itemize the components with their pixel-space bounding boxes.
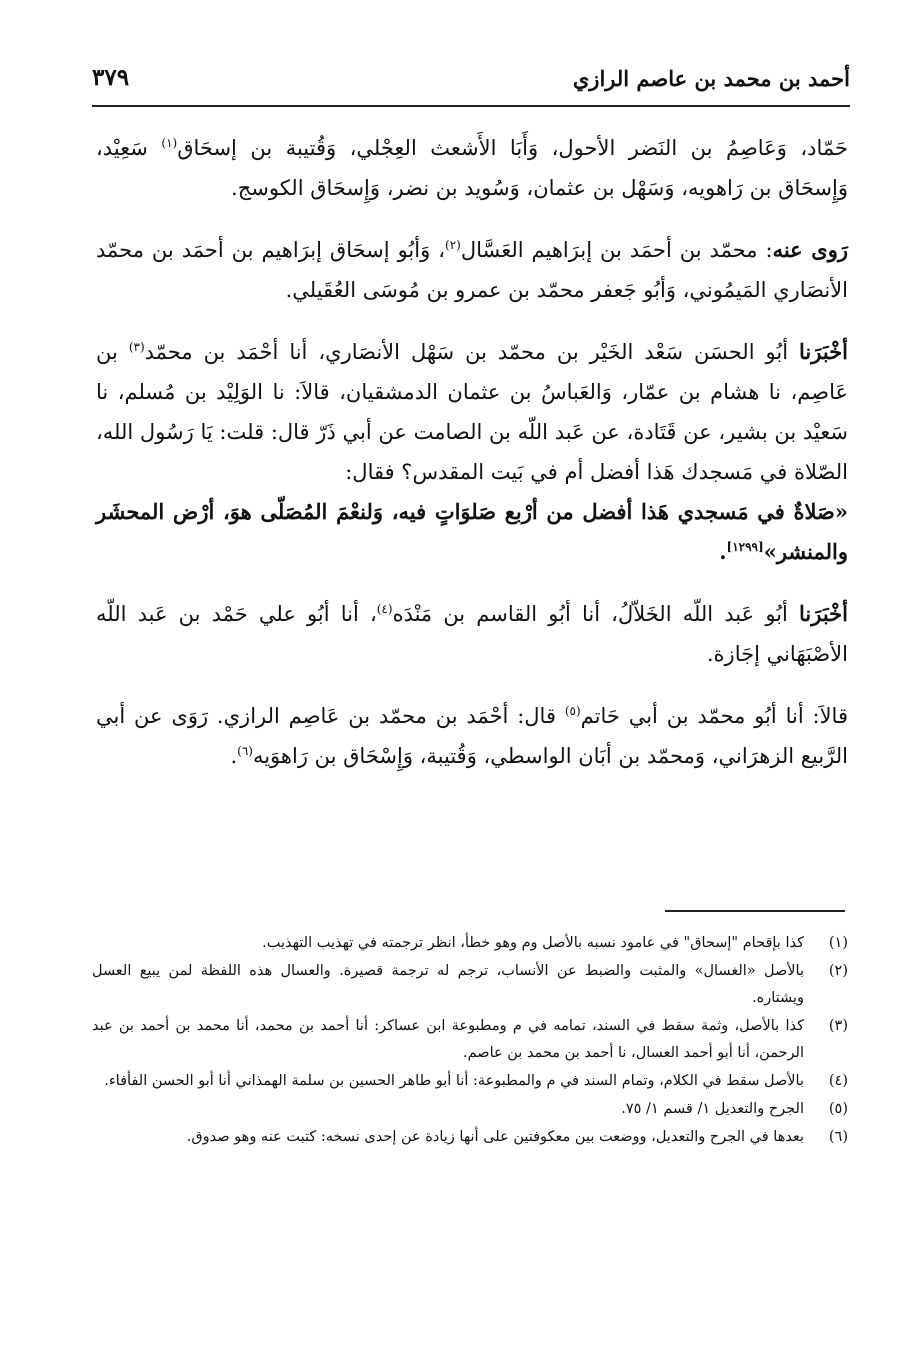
running-title: أحمد بن محمد بن عاصم الرازي: [572, 66, 850, 91]
paragraph-gap: [96, 208, 848, 230]
paragraph-isnad-2: [96, 594, 848, 674]
footnote-ref: (٢): [445, 238, 461, 252]
footnote-ref: (٣): [128, 340, 145, 354]
paragraph-text: أبُو الحسَن سَعْد الخَيْر بن محمّد بن سَهْل الأنصَاري، أنا أحْمَد بن محمّد: [144, 340, 789, 364]
footnote-text: بالأصل سقط في الكلام، وتمام السند في م والمطبوعة: أنا أبو طاهر الحسين بن سلمة الهمذاني أنا أبو الحسن الفأفاء.: [104, 1073, 804, 1089]
hadith-text: «صَلاةٌ في مَسجدي هَذا أفضل من أرْبع صَلوَاتٍ فيه، وَلنعْمَ المُصَلّى هوَ، أرْض المحشَر والمنشر»: [96, 499, 848, 564]
paragraph-lead: أخْبَرَنا: [799, 339, 848, 364]
page-header: [92, 62, 850, 102]
paragraph-text: قالاَ: أنا أبُو محمّد بن أبي حَاتم: [580, 704, 848, 728]
paragraph-narrators: [96, 230, 848, 310]
footnote-ref: (٤): [376, 602, 393, 616]
paragraph-text: أبُو عَبد اللّه الخَلاّلُ، أنا أبُو القاسم بن مَنْدَه: [392, 602, 788, 626]
footnote-text: كذا بالأصل، وثمة سقط في السند، تمامه في م ومطبوعة ابن عساكر: أنا أحمد بن محمد، أنا محمد بن أحمد بن عبد الرحمن، أنا أبو أحمد العسال، نا أحمد بن محمد بن عاصم.: [92, 1018, 804, 1061]
footnote-text: بعدها في الجرح والتعديل، ووضعت بين معكوفتين على أنها زيادة عن إحدى نسخه: كتبت عنه وهو صدوق.: [186, 1129, 804, 1145]
paragraph-text: ، أنا أبُو علي حَمْد بن عَبد اللّه الأصْبَهَاني إجَازة.: [96, 602, 848, 666]
paragraph-end: .: [230, 744, 238, 768]
hadith-number: [١٢٩٩]: [726, 540, 764, 554]
paragraph-lead: رَوى عنه: [772, 237, 849, 262]
paragraph-teachers: [96, 128, 848, 208]
paragraph-ibn-abi-hatim: [96, 696, 848, 776]
paragraph-text: سَعِيْد، وَإِسحَاق بن رَاهويه، وَسَهْل بن عثمان، وَسُويد بن نضر، وَإِسحَاق الكوسج.: [96, 136, 848, 200]
page-number: ٣٧٩: [92, 64, 130, 91]
footnote-number: (٦): [828, 1129, 848, 1145]
footnote: [92, 1096, 848, 1123]
footnote: [92, 1013, 848, 1067]
footnote-ref: (٦): [237, 744, 253, 758]
footnote-number: (٥): [828, 1101, 848, 1117]
footnote: [92, 1068, 848, 1095]
footnote-number: (٣): [828, 1018, 848, 1034]
footnote-number: (١): [828, 935, 848, 951]
footnote: [92, 958, 848, 1012]
footnote-text: كذا بإقحام "إسحاق" في عامود نسبه بالأصل وم وهو خطأ، انظر ترجمته في تهذيب التهذيب.: [262, 935, 804, 951]
paragraph-text: بن عَاصِم، نا هشام بن عمّار، وَالعَباسُ بن عثمان الدمشقيان، قالاَ: نا الوَلِيْد بن مُسلم، نا سَعيْد بن بشير، عن قَتَادة، عن عَبد اللّه بن الصامت عن أبي ذَرّ قال: قلت: يَا رَسُول الله، الصّلاة في مَسجدك هَذا أفضل أم في بَيت المقدس؟ فقال:: [96, 340, 848, 484]
paragraph-end: .: [719, 539, 727, 564]
paragraph-text: قال: أحْمَد بن محمّد بن عَاصِم الرازي. رَوَى عن أبي الرَّبيع الزهرَاني، وَمحمّد بن أبَان الواسطي، وَقُتيبة، وَإِسْحَاق بن رَاهوَيه: [96, 704, 848, 768]
main-text: [96, 128, 848, 776]
footnote-number: (٤): [828, 1073, 848, 1089]
footnote: [92, 1124, 848, 1151]
paragraph-text: حَمّاد، وَعَاصِمُ بن النَضر الأحول، وَأَبَا الأَشعث العِجْلي، وَقُتيبة بن إسحَاق: [177, 136, 848, 160]
footnote-text: بالأصل «الغسال» والمثبت والضبط عن الأنساب، ترجم له ترجمة قصيرة. والعسال هذه اللفظة لمن يبيع العسل ويشتاره.: [92, 963, 804, 1006]
paragraph-hadith: [96, 492, 848, 572]
footnote-ref: (٥): [564, 704, 581, 718]
paragraph-gap: [96, 674, 848, 696]
header-rule: [92, 105, 850, 107]
footnote-ref: (١): [161, 136, 178, 150]
footnote-rule: [665, 910, 845, 912]
footnote: [92, 930, 848, 957]
paragraph-text: : محمّد بن أحمَد بن إبرَاهيم العَسَّال: [460, 238, 773, 262]
paragraph-gap: [96, 310, 848, 332]
paragraph-isnad-1: [96, 332, 848, 492]
footnote-text: الجرح والتعديل ١/ قسم ١/ ٧٥.: [621, 1101, 804, 1117]
paragraph-text: ، وَأبُو إسحَاق إبرَاهيم بن أحمَد بن محمّد الأنصَاري المَيمُوني، وَأبُو جَعفر محمّد بن عمرو بن مُوسَى العُقَيلي.: [96, 238, 848, 302]
paragraph-gap: [96, 572, 848, 594]
paragraph-lead: أخْبَرَنا: [799, 601, 848, 626]
footnotes: [92, 930, 848, 1152]
footnote-number: (٢): [828, 963, 848, 979]
